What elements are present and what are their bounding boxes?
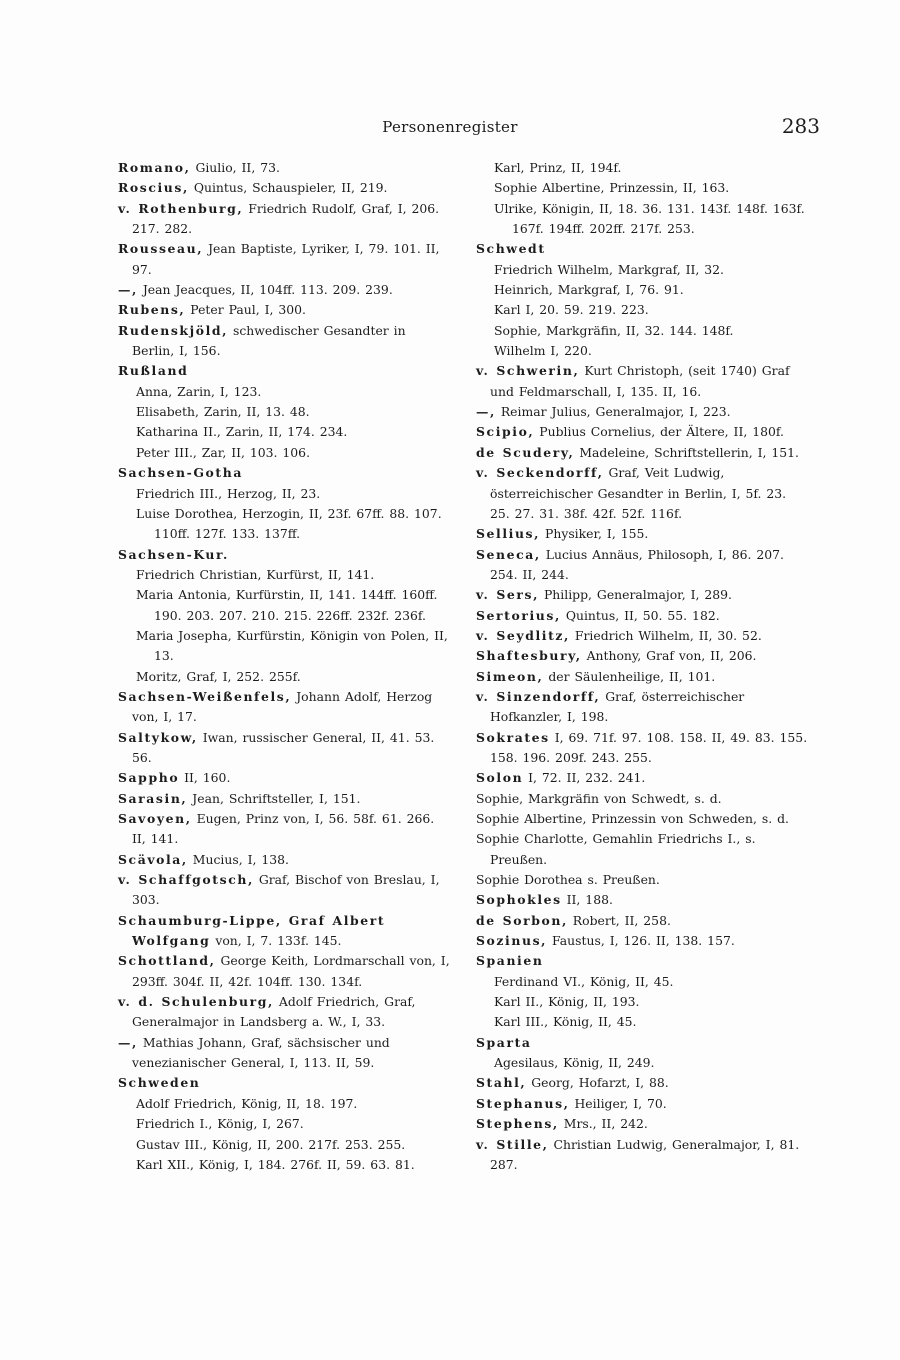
running-title: Personenregister <box>382 118 518 136</box>
index-entry <box>476 1053 808 1073</box>
index-entry-detail: Johann Adolf, Herzog von, I, 17. <box>132 688 433 725</box>
index-entry <box>476 606 808 626</box>
index-entry-detail: I, 69. 71f. 97. 108. 158. II, 49. 83. 155. 158. 196. 209f. 243. 255. <box>490 729 808 765</box>
index-entry <box>118 239 450 280</box>
index-entry-detail: Adolf Friedrich, König, II, 18. 197. <box>136 1095 358 1111</box>
index-entry <box>476 890 808 910</box>
index-entry <box>118 280 450 300</box>
index-entry-name: Schwedt <box>476 241 546 257</box>
index-entry <box>118 545 450 565</box>
index-entry <box>118 992 450 1033</box>
index-entry <box>118 504 450 545</box>
index-entry-name: Sarasin, <box>118 790 188 806</box>
index-entry-detail: von, I, 7. 133f. 145. <box>210 933 342 949</box>
index-entry <box>476 239 808 259</box>
index-entry-name: Scipio, <box>476 424 535 440</box>
index-entry-detail: II, 188. <box>561 892 613 908</box>
index-entry-detail: Anthony, Graf von, II, 206. <box>581 648 757 664</box>
index-entry <box>476 951 808 971</box>
index-entry-detail: Ulrike, Königin, II, 18. 36. 131. 143f. 148f. 163f. 167f. 194ff. 202ff. 217f. 253. <box>494 200 805 237</box>
index-entry-name: Rousseau, <box>118 241 204 257</box>
index-entry-name: Sappho <box>118 770 180 786</box>
index-entry-detail: Wilhelm I, 220. <box>494 343 592 359</box>
index-entry <box>118 402 450 422</box>
index-entry <box>476 300 808 320</box>
index-entry-name: Romano, <box>118 160 191 175</box>
index-entry <box>118 484 450 504</box>
index-entry-name: v. Sers, <box>476 587 540 603</box>
index-entry <box>476 829 808 870</box>
index-entry-name: v. Seydlitz, <box>476 627 570 643</box>
index-entry <box>476 626 808 646</box>
index-entry-detail: Anna, Zarin, I, 123. <box>136 383 262 399</box>
index-entry-name: Shaftesbury, <box>476 648 582 664</box>
index-entry-detail: Graf, Veit Ludwig, österreichischer Gesandter in Berlin, I, 5f. 23. 25. 27. 31. 38f. 42f. 52f. 116f. <box>490 465 787 521</box>
index-entry <box>118 361 450 381</box>
index-entry <box>476 321 808 341</box>
index-entry-detail: Peter Paul, I, 300. <box>185 302 306 318</box>
index-entry <box>476 361 808 402</box>
index-column-left <box>118 158 450 1175</box>
index-entry-name: Schaumburg-Lippe, Graf Albert Wolfgang <box>118 912 386 949</box>
index-entry-name: Sachsen-Kur. <box>118 546 229 562</box>
index-entry-detail: Elisabeth, Zarin, II, 13. 48. <box>136 404 310 420</box>
index-entry-detail: Giulio, II, 73. <box>190 160 280 175</box>
index-entry <box>476 463 808 524</box>
index-entry-detail: II, 160. <box>179 770 231 786</box>
index-entry-detail: Friedrich Wilhelm, II, 30. 52. <box>569 627 762 643</box>
index-entry <box>476 585 808 605</box>
index-entry-detail: Luise Dorothea, Herzogin, II, 23f. 67ff. 88. 107. 110ff. 127f. 133. 137ff. <box>136 505 442 542</box>
index-entry-name: de Sorbon, <box>476 912 568 928</box>
index-entry <box>118 1155 450 1175</box>
index-entry-name: v. Rothenburg, <box>118 200 244 216</box>
index-entry <box>118 422 450 442</box>
index-entry-name: Sozinus, <box>476 933 548 949</box>
index-entry <box>118 850 450 870</box>
index-entry-detail: Maria Josepha, Kurfürstin, Königin von Polen, II, 13. <box>136 627 448 664</box>
index-entry-name: Stephens, <box>476 1116 559 1132</box>
page-header <box>0 112 900 142</box>
index-entry-detail: Lucius Annäus, Philosoph, I, 86. 207. 254. II, 244. <box>490 546 784 582</box>
index-entry-name: Schweden <box>118 1075 201 1091</box>
index-entry-name: Sparta <box>476 1034 532 1050</box>
index-entry-name: Scävola, <box>118 851 188 867</box>
index-entry-name: Simeon, <box>476 668 544 684</box>
index-entry-detail: Gustav III., König, II, 200. 217f. 253. 255. <box>136 1136 406 1152</box>
index-entry-detail: Sophie Charlotte, Gemahlin Friedrichs I., s. Preußen. <box>476 831 756 867</box>
index-entry-detail: Reimar Julius, Generalmajor, I, 223. <box>495 404 731 420</box>
index-entry <box>476 1012 808 1032</box>
index-entry-detail: Friedrich Christian, Kurfürst, II, 141. <box>136 566 375 582</box>
index-entry-detail: Iwan, russischer General, II, 41. 53. 56. <box>132 729 435 765</box>
index-entry-detail: Peter III., Zar, II, 103. 106. <box>136 444 311 460</box>
index-entry <box>118 158 450 178</box>
index-entry-name: Stephanus, <box>476 1095 570 1111</box>
index-entry-detail: Sophie, Markgräfin von Schwedt, s. d. <box>476 790 722 806</box>
index-entry <box>476 402 808 422</box>
index-column-right <box>476 158 808 1175</box>
index-entry-detail: Friedrich III., Herzog, II, 23. <box>136 485 321 501</box>
index-entry <box>476 260 808 280</box>
index-entry-detail: Jean Jeacques, II, 104ff. 113. 209. 239. <box>137 282 393 298</box>
index-entry-detail: Robert, II, 258. <box>567 912 671 928</box>
index-entry-name: Sokrates <box>476 729 550 745</box>
index-entry-name: Solon <box>476 770 524 786</box>
index-entry-detail: Karl II., König, II, 193. <box>494 994 640 1010</box>
index-entry <box>118 667 450 687</box>
index-entry-detail: Mucius, I, 138. <box>187 851 289 867</box>
index-entry <box>476 178 808 198</box>
index-entry <box>476 1135 808 1176</box>
index-entry <box>118 626 450 667</box>
index-entry-detail: Kurt Christoph, (seit 1740) Graf und Feldmarschall, I, 135. II, 16. <box>490 363 790 399</box>
index-entry <box>118 1114 450 1134</box>
index-entry-detail: Quintus, II, 50. 55. 182. <box>560 607 720 623</box>
index-entry <box>118 321 450 362</box>
index-entry-name: v. Sinzendorff, <box>476 688 601 704</box>
index-entry-name: v. Schwerin, <box>476 363 580 379</box>
index-entry-detail: Friedrich Rudolf, Graf, I, 206. 217. 282. <box>132 200 440 237</box>
index-entry-detail: Katharina II., Zarin, II, 174. 234. <box>136 424 348 440</box>
index-entry <box>118 565 450 585</box>
index-entry-detail: Philipp, Generalmajor, I, 289. <box>539 587 732 603</box>
index-entry-detail: Agesilaus, König, II, 249. <box>494 1055 655 1071</box>
index-entry-detail: I, 72. II, 232. 241. <box>523 770 646 786</box>
index-entry-name: Roscius, <box>118 180 189 196</box>
index-entry <box>476 545 808 586</box>
index-entry <box>118 443 450 463</box>
index-entry <box>476 992 808 1012</box>
index-entry-detail: Adolf Friedrich, Graf, Generalmajor in Landsberg a. W., I, 33. <box>132 994 416 1030</box>
index-entry <box>118 911 450 952</box>
index-entry-name: Sellius, <box>476 526 541 542</box>
index-entry <box>118 1073 450 1093</box>
index-entry <box>118 728 450 769</box>
index-entry-name: —, <box>476 404 496 420</box>
index-entry-detail: Karl, Prinz, II, 194f. <box>494 160 622 175</box>
index-entry <box>118 789 450 809</box>
index-entry <box>476 1073 808 1093</box>
index-entry-detail: Maria Antonia, Kurfürstin, II, 141. 144ff. 160ff. 190. 203. 207. 210. 215. 226ff. 232f. 236f. <box>136 587 438 623</box>
index-entry-name: Sachsen-Weißenfels, <box>118 688 292 704</box>
index-entry <box>118 687 450 728</box>
index-entry <box>476 280 808 300</box>
index-entry-detail: Friedrich I., König, I, 267. <box>136 1116 304 1132</box>
index-entry <box>476 1114 808 1134</box>
index-entry <box>476 341 808 361</box>
index-entry <box>476 972 808 992</box>
index-entry <box>118 178 450 198</box>
index-entry <box>476 789 808 809</box>
index-entry-detail: Ferdinand VI., König, II, 45. <box>494 973 674 989</box>
index-entry <box>118 382 450 402</box>
index-entry-detail: Jean, Schriftsteller, I, 151. <box>187 790 361 806</box>
index-entry-detail: Moritz, Graf, I, 252. 255f. <box>136 668 301 684</box>
index-entry <box>476 931 808 951</box>
index-entry-name: v. Stille, <box>476 1136 549 1152</box>
index-entry <box>118 1033 450 1074</box>
index-entry-name: Rudenskjöld, <box>118 322 229 338</box>
index-entry <box>476 687 808 728</box>
index-entry-detail: Mathias Johann, Graf, sächsischer und venezianischer General, I, 113. II, 59. <box>132 1034 390 1071</box>
index-entry <box>118 1094 450 1114</box>
index-entry-detail: der Säulenheilige, II, 101. <box>543 668 716 684</box>
index-entry-detail: Graf, österreichischer Hofkanzler, I, 198. <box>490 688 745 725</box>
index-entry-name: v. d. Schulenburg, <box>118 994 274 1010</box>
index-entry <box>118 199 450 240</box>
index-entry-name: v. Seckendorff, <box>476 465 604 481</box>
index-entry-detail: Georg, Hofarzt, I, 88. <box>526 1075 669 1091</box>
index-entry <box>476 768 808 788</box>
index-entry-detail: Friedrich Wilhelm, Markgraf, II, 32. <box>494 261 724 277</box>
index-entry <box>118 585 450 626</box>
index-entry <box>476 646 808 666</box>
index-entry-name: Sertorius, <box>476 607 561 623</box>
index-entry <box>118 300 450 320</box>
index-entry-detail: schwedischer Gesandter in Berlin, I, 156. <box>132 322 406 359</box>
index-entry <box>476 728 808 769</box>
index-entry-name: —, <box>118 1034 138 1050</box>
index-entry <box>118 809 450 850</box>
index-entry-detail: Mrs., II, 242. <box>558 1116 648 1132</box>
index-entry-detail: Sophie Dorothea s. Preußen. <box>476 872 660 888</box>
index-entry-name: Seneca, <box>476 546 541 562</box>
index-entry <box>118 1135 450 1155</box>
index-entry-name: Savoyen, <box>118 811 192 826</box>
index-entry-detail: Heinrich, Markgraf, I, 76. 91. <box>494 282 684 298</box>
index-entry-detail: Graf, Bischof von Breslau, I, 303. <box>132 872 440 908</box>
index-entry-name: Rußland <box>118 363 189 379</box>
index-entry <box>476 524 808 544</box>
index-entry-name: Rubens, <box>118 302 186 318</box>
index-entry-detail: Eugen, Prinz von, I, 56. 58f. 61. 266. II, 141. <box>132 811 435 847</box>
index-entry-detail: Quintus, Schauspieler, II, 219. <box>188 180 388 196</box>
index-entry-detail: Publius Cornelius, der Ältere, II, 180f. <box>534 424 784 440</box>
index-entry-detail: Karl I, 20. 59. 219. 223. <box>494 302 649 318</box>
index-entry <box>118 951 450 992</box>
index-entry-detail: Madeleine, Schriftstellerin, I, 151. <box>574 444 799 460</box>
index-entry-name: Spanien <box>476 953 544 969</box>
index-entry-detail: Sophie Albertine, Prinzessin von Schweden, s. d. <box>476 811 789 826</box>
index-entry-name: Sophokles <box>476 892 562 908</box>
index-entry <box>476 158 808 178</box>
index-entry-detail: Physiker, I, 155. <box>540 526 649 542</box>
index-entry-name: Sachsen-Gotha <box>118 465 243 481</box>
index-entry <box>476 870 808 890</box>
index-entry <box>476 422 808 442</box>
index-entry-detail: Karl XII., König, I, 184. 276f. II, 59. 63. 81. <box>136 1156 415 1172</box>
index-entry-name: —, <box>118 282 138 298</box>
index-entry-detail: Heiliger, I, 70. <box>569 1095 667 1111</box>
index-entry <box>118 870 450 911</box>
index-entry <box>118 463 450 483</box>
index-entry-detail: Jean Baptiste, Lyriker, I, 79. 101. II, 97. <box>132 241 440 277</box>
index-entry <box>476 911 808 931</box>
index-entry <box>476 443 808 463</box>
index-entry <box>476 667 808 687</box>
index-entry <box>476 199 808 240</box>
index-entry-name: Saltykow, <box>118 729 198 745</box>
index-entry-detail: Sophie Albertine, Prinzessin, II, 163. <box>494 180 730 196</box>
index-entry-detail: Faustus, I, 126. II, 138. 157. <box>547 933 735 949</box>
index-entry <box>118 768 450 788</box>
index-entry-detail: Sophie, Markgräfin, II, 32. 144. 148f. <box>494 322 734 338</box>
index-entry-name: Stahl, <box>476 1075 527 1091</box>
index-entry-name: v. Schaffgotsch, <box>118 872 254 888</box>
index-entry-name: de Scudery, <box>476 444 575 460</box>
index-entry <box>476 1094 808 1114</box>
index-entry-detail: Christian Ludwig, Generalmajor, I, 81. 287. <box>490 1136 800 1172</box>
index-entry-name: Schottland, <box>118 953 216 969</box>
index-entry <box>476 1033 808 1053</box>
index-entry-detail: Karl III., König, II, 45. <box>494 1014 637 1030</box>
index-entry <box>476 809 808 829</box>
page-number: 283 <box>781 114 820 138</box>
index-entry-detail: George Keith, Lordmarschall von, I, 293ff. 304f. II, 42f. 104ff. 130. 134f. <box>132 953 450 989</box>
